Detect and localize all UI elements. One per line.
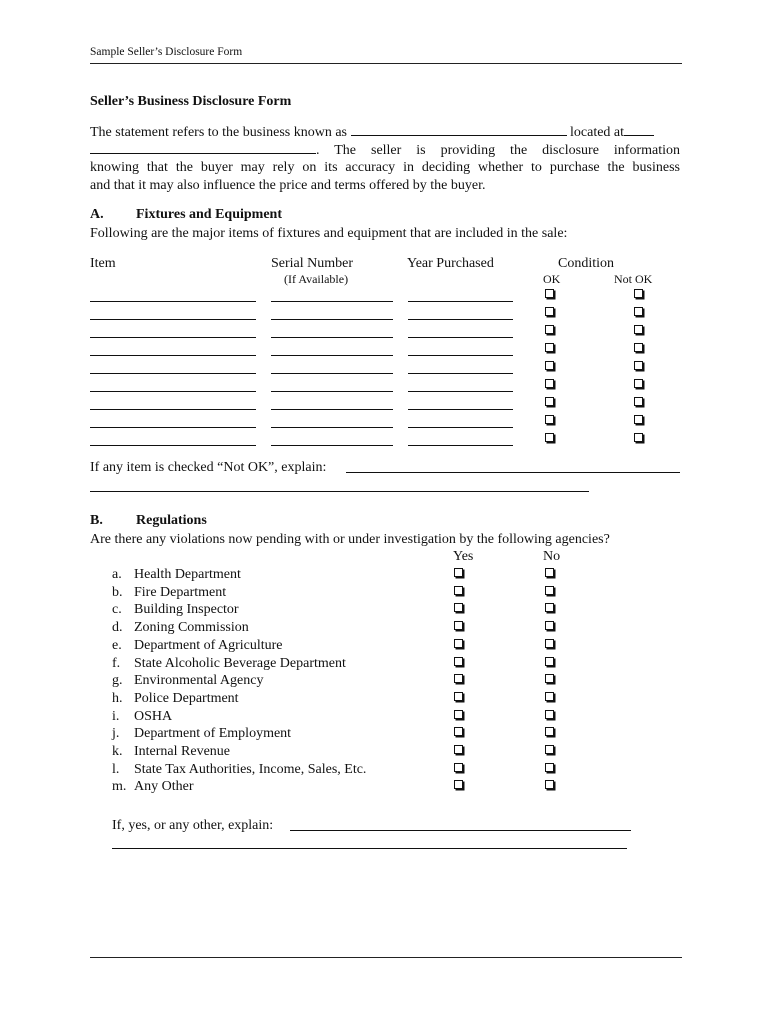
section-b-explain-field[interactable] <box>290 830 631 831</box>
col-not-ok: Not OK <box>614 272 653 286</box>
item-field[interactable] <box>90 373 256 374</box>
footer-rule <box>90 957 682 958</box>
section-a-letter: A. <box>90 207 104 222</box>
serial-field[interactable] <box>271 445 393 446</box>
section-a-heading: Fixtures and Equipment <box>136 207 282 222</box>
item-field[interactable] <box>90 337 256 338</box>
agency-row <box>112 584 412 602</box>
agency-row <box>112 690 412 708</box>
item-field[interactable] <box>90 355 256 356</box>
not-ok-checkbox[interactable] <box>634 415 643 424</box>
col-condition: Condition <box>558 256 615 271</box>
no-checkbox[interactable] <box>545 763 554 772</box>
running-header: Sample Seller’s Disclosure Form <box>90 46 243 58</box>
col-year: Year Purchased <box>407 256 494 271</box>
year-field[interactable] <box>408 319 513 320</box>
not-ok-checkbox[interactable] <box>634 361 643 370</box>
ok-checkbox[interactable] <box>545 379 554 388</box>
no-checkbox[interactable] <box>545 727 554 736</box>
col-serial: Serial Number <box>271 256 354 271</box>
item-field[interactable] <box>90 301 256 302</box>
no-checkbox[interactable] <box>545 568 554 577</box>
agency-name: OSHA <box>134 708 173 724</box>
location-field-start[interactable] <box>624 123 654 136</box>
intro-line-4: and that it may also influence the price and terms offered by the buyer. <box>90 178 486 193</box>
year-field[interactable] <box>408 409 513 410</box>
not-ok-checkbox[interactable] <box>634 307 643 316</box>
agency-row <box>112 708 412 726</box>
year-field[interactable] <box>408 301 513 302</box>
no-checkbox[interactable] <box>545 639 554 648</box>
year-field[interactable] <box>408 355 513 356</box>
agency-letter: e. <box>112 637 122 653</box>
no-checkbox[interactable] <box>545 710 554 719</box>
agency-row <box>112 566 412 584</box>
section-a-explain-label: If any item is checked “Not OK”, explain: <box>90 460 327 475</box>
no-checkbox[interactable] <box>545 621 554 630</box>
intro-text-2: located at <box>570 125 625 140</box>
agency-row <box>112 778 412 796</box>
form-title: Seller’s Business Disclosure Form <box>90 94 292 109</box>
agency-name: Zoning Commission <box>134 620 249 636</box>
no-checkbox[interactable] <box>545 586 554 595</box>
agency-letter: d. <box>112 620 123 636</box>
agency-letter: g. <box>112 673 123 689</box>
year-field[interactable] <box>408 373 513 374</box>
agency-letter: k. <box>112 744 123 759</box>
serial-field[interactable] <box>271 373 393 374</box>
agency-row <box>112 761 412 779</box>
agency-name: Building Inspector <box>134 602 239 618</box>
serial-field[interactable] <box>271 319 393 320</box>
serial-field[interactable] <box>271 391 393 392</box>
yes-checkbox[interactable] <box>454 621 463 630</box>
not-ok-checkbox[interactable] <box>634 379 643 388</box>
agency-name: Department of Agriculture <box>134 637 283 653</box>
section-a-explain-field-2[interactable] <box>90 491 589 492</box>
yes-checkbox[interactable] <box>454 710 463 719</box>
business-name-field[interactable] <box>351 123 567 136</box>
ok-checkbox[interactable] <box>545 397 554 406</box>
col-item: Item <box>90 256 116 271</box>
no-checkbox[interactable] <box>545 745 554 754</box>
yes-checkbox[interactable] <box>454 568 463 577</box>
not-ok-checkbox[interactable] <box>634 289 643 298</box>
ok-checkbox[interactable] <box>545 433 554 442</box>
col-serial-note: (If Available) <box>284 272 349 286</box>
serial-field[interactable] <box>271 409 393 410</box>
ok-checkbox[interactable] <box>545 415 554 424</box>
year-field[interactable] <box>408 427 513 428</box>
yes-checkbox[interactable] <box>454 763 463 772</box>
agency-name: State Tax Authorities, Income, Sales, Etc. <box>134 761 367 777</box>
serial-field[interactable] <box>271 427 393 428</box>
no-checkbox[interactable] <box>545 657 554 666</box>
agency-row <box>112 672 412 690</box>
agency-letter: j. <box>112 726 120 742</box>
agency-letter: c. <box>112 602 122 618</box>
agency-name: Fire Department <box>134 584 227 600</box>
agency-name: State Alcoholic Beverage Department <box>134 655 346 671</box>
section-b-explain-label: If, yes, or any other, explain: <box>112 818 274 833</box>
section-b-letter: B. <box>90 513 103 528</box>
agency-name: Internal Revenue <box>134 744 231 759</box>
not-ok-checkbox[interactable] <box>634 343 643 352</box>
not-ok-checkbox[interactable] <box>634 325 643 334</box>
no-checkbox[interactable] <box>545 692 554 701</box>
col-ok: OK <box>543 272 561 286</box>
year-field[interactable] <box>408 391 513 392</box>
agency-row <box>112 743 412 761</box>
agency-row <box>112 725 412 743</box>
yes-checkbox[interactable] <box>454 657 463 666</box>
not-ok-checkbox[interactable] <box>634 433 643 442</box>
ok-checkbox[interactable] <box>545 325 554 334</box>
year-field[interactable] <box>408 445 513 446</box>
col-no: No <box>543 549 561 564</box>
yes-checkbox[interactable] <box>454 727 463 736</box>
item-field[interactable] <box>90 427 256 428</box>
agency-name: Police Department <box>134 690 239 706</box>
no-checkbox[interactable] <box>545 674 554 683</box>
year-field[interactable] <box>408 337 513 338</box>
serial-field[interactable] <box>271 301 393 302</box>
intro-text-3: . The seller is providing the disclosure information <box>316 143 680 158</box>
agency-row <box>112 655 412 673</box>
agency-row <box>112 637 412 655</box>
agency-letter: h. <box>112 690 123 706</box>
agency-row <box>112 601 412 619</box>
section-b-question: Are there any violations now pending with or under investigation by the following agencies? <box>90 532 610 547</box>
yes-checkbox[interactable] <box>454 745 463 754</box>
section-b-explain-field-2[interactable] <box>112 848 627 849</box>
intro-line-3: knowing that the buyer may rely on its accuracy in deciding whether to purchase the business <box>90 160 680 175</box>
header-rule <box>90 63 682 64</box>
ok-checkbox[interactable] <box>545 289 554 298</box>
yes-checkbox[interactable] <box>454 586 463 595</box>
section-a-description: Following are the major items of fixtures and equipment that are included in the sale: <box>90 226 568 241</box>
item-field[interactable] <box>90 391 256 392</box>
agency-name: Environmental Agency <box>134 673 264 689</box>
agency-row <box>112 619 412 637</box>
item-field[interactable] <box>90 445 256 446</box>
yes-checkbox[interactable] <box>454 780 463 789</box>
serial-field[interactable] <box>271 355 393 356</box>
location-field[interactable] <box>90 141 316 154</box>
yes-checkbox[interactable] <box>454 603 463 612</box>
intro-line-2 <box>90 141 680 160</box>
agency-name: Any Other <box>134 779 194 795</box>
intro-line-1 <box>90 123 680 142</box>
serial-field[interactable] <box>271 337 393 338</box>
ok-checkbox[interactable] <box>545 307 554 316</box>
yes-checkbox[interactable] <box>454 692 463 701</box>
agency-letter: i. <box>112 708 120 724</box>
col-yes: Yes <box>453 549 474 564</box>
section-a-explain-field[interactable] <box>346 472 680 473</box>
item-field[interactable] <box>90 409 256 410</box>
yes-checkbox[interactable] <box>454 674 463 683</box>
ok-checkbox[interactable] <box>545 361 554 370</box>
not-ok-checkbox[interactable] <box>634 397 643 406</box>
section-b-heading: Regulations <box>136 513 207 528</box>
agency-letter: a. <box>112 567 122 582</box>
yes-checkbox[interactable] <box>454 639 463 648</box>
no-checkbox[interactable] <box>545 603 554 612</box>
item-field[interactable] <box>90 319 256 320</box>
agency-letter: b. <box>112 584 123 600</box>
agency-letter: m. <box>112 779 127 795</box>
agency-letter: l. <box>112 761 120 777</box>
ok-checkbox[interactable] <box>545 343 554 352</box>
agency-name: Health Department <box>134 567 241 582</box>
agency-letter: f. <box>112 655 121 671</box>
no-checkbox[interactable] <box>545 780 554 789</box>
agency-name: Department of Employment <box>134 726 292 742</box>
intro-text-1: The statement refers to the business known as <box>90 125 347 140</box>
